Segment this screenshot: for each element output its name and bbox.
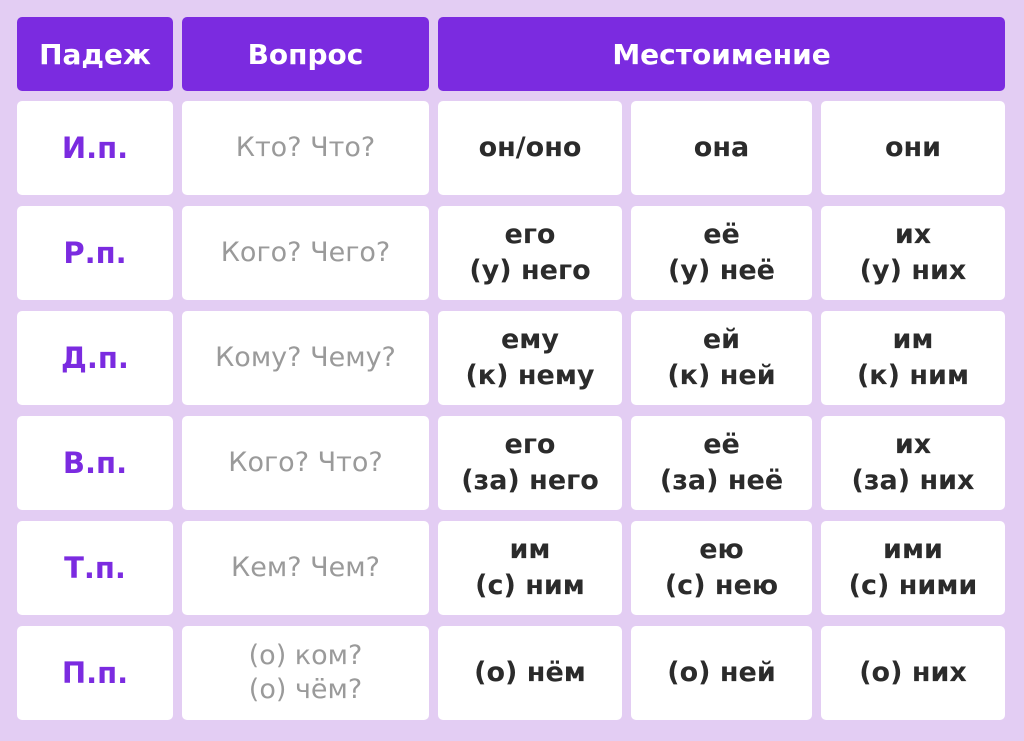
- question-cell: [182, 311, 429, 405]
- case-cell: П.п.: [17, 626, 173, 720]
- pronoun-they-cell-line: их: [894, 429, 932, 460]
- pronoun-he-cell-line: (у) него: [469, 255, 591, 286]
- pronoun-he-cell: [438, 626, 622, 720]
- header-case: Падеж: [17, 17, 173, 91]
- pronoun-he-cell: [438, 101, 622, 195]
- question-cell: [182, 206, 429, 300]
- pronoun-he-cell-line: его: [504, 219, 556, 250]
- question-cell-line: Кому? Чему?: [215, 342, 396, 373]
- pronoun-she-cell-line: её: [703, 219, 740, 250]
- pronoun-they-cell-line: их: [894, 219, 932, 250]
- header-question: Вопрос: [182, 17, 429, 91]
- pronoun-she-cell: [631, 626, 812, 720]
- pronoun-he-cell: [438, 206, 622, 300]
- pronoun-he-cell: [438, 416, 622, 510]
- pronoun-she-cell: [631, 101, 812, 195]
- pronoun-they-cell-line: им: [892, 324, 934, 355]
- pronoun-they-cell-line: (у) них: [859, 255, 967, 286]
- pronoun-he-cell-line: (за) него: [461, 465, 599, 496]
- question-cell-line: (о) ком?: [248, 640, 363, 671]
- pronoun-she-cell-line: (к) ней: [667, 360, 776, 391]
- pronoun-she-cell: [631, 311, 812, 405]
- question-cell: [182, 521, 429, 615]
- case-cell: Р.п.: [17, 206, 173, 300]
- pronoun-they-cell: [821, 626, 1005, 720]
- pronoun-he-cell-line: (с) ним: [475, 570, 585, 601]
- pronoun-he-cell: [438, 521, 622, 615]
- question-cell: [182, 416, 429, 510]
- pronoun-they-cell: [821, 521, 1005, 615]
- pronoun-she-cell-line: она: [693, 132, 750, 163]
- case-cell: В.п.: [17, 416, 173, 510]
- question-cell-line: Кого? Чего?: [220, 237, 391, 268]
- pronoun-they-cell-line: (о) них: [859, 657, 967, 688]
- question-cell: [182, 626, 429, 720]
- pronoun-he-cell-line: ему: [501, 324, 559, 355]
- pronoun-she-cell: [631, 416, 812, 510]
- pronoun-he-cell-line: (к) нему: [465, 360, 595, 391]
- pronoun-she-cell-line: (с) нею: [664, 570, 779, 601]
- case-cell: Т.п.: [17, 521, 173, 615]
- pronoun-she-cell: [631, 521, 812, 615]
- pronoun-they-cell: [821, 101, 1005, 195]
- pronoun-they-cell: [821, 311, 1005, 405]
- question-cell: [182, 101, 429, 195]
- pronoun-they-cell-line: они: [884, 132, 942, 163]
- pronoun-he-cell-line: его: [504, 429, 556, 460]
- table-header: [17, 17, 1006, 91]
- pronoun-she-cell-line: (о) ней: [667, 657, 776, 688]
- pronoun-they-cell-line: (к) ним: [856, 360, 970, 391]
- question-cell-line: Кем? Чем?: [231, 552, 380, 583]
- question-cell-line: Кого? Что?: [228, 447, 383, 478]
- case-cell: Д.п.: [17, 311, 173, 405]
- question-cell-line: Кто? Что?: [235, 132, 376, 163]
- pronoun-he-cell-line: (о) нём: [474, 657, 586, 688]
- question-cell-line: (о) чём?: [248, 674, 363, 705]
- case-cell: И.п.: [17, 101, 173, 195]
- pronoun-he-cell: [438, 311, 622, 405]
- pronoun-he-cell-line: он/оно: [478, 132, 582, 163]
- pronoun-they-cell-line: ими: [883, 534, 943, 565]
- pronoun-he-cell-line: им: [509, 534, 551, 565]
- pronoun-she-cell: [631, 206, 812, 300]
- pronoun-she-cell-line: (у) неё: [668, 255, 775, 286]
- table-body: [17, 101, 1006, 720]
- pronoun-they-cell-line: (с) ними: [848, 570, 978, 601]
- header-pronoun: Местоимение: [438, 17, 1005, 91]
- pronoun-she-cell-line: ей: [702, 324, 741, 355]
- pronoun-she-cell-line: (за) неё: [659, 465, 784, 496]
- pronoun-she-cell-line: её: [703, 429, 740, 460]
- pronoun-they-cell: [821, 206, 1005, 300]
- pronoun-they-cell: [821, 416, 1005, 510]
- pronoun-they-cell-line: (за) них: [851, 465, 975, 496]
- pronoun-she-cell-line: ею: [699, 534, 744, 565]
